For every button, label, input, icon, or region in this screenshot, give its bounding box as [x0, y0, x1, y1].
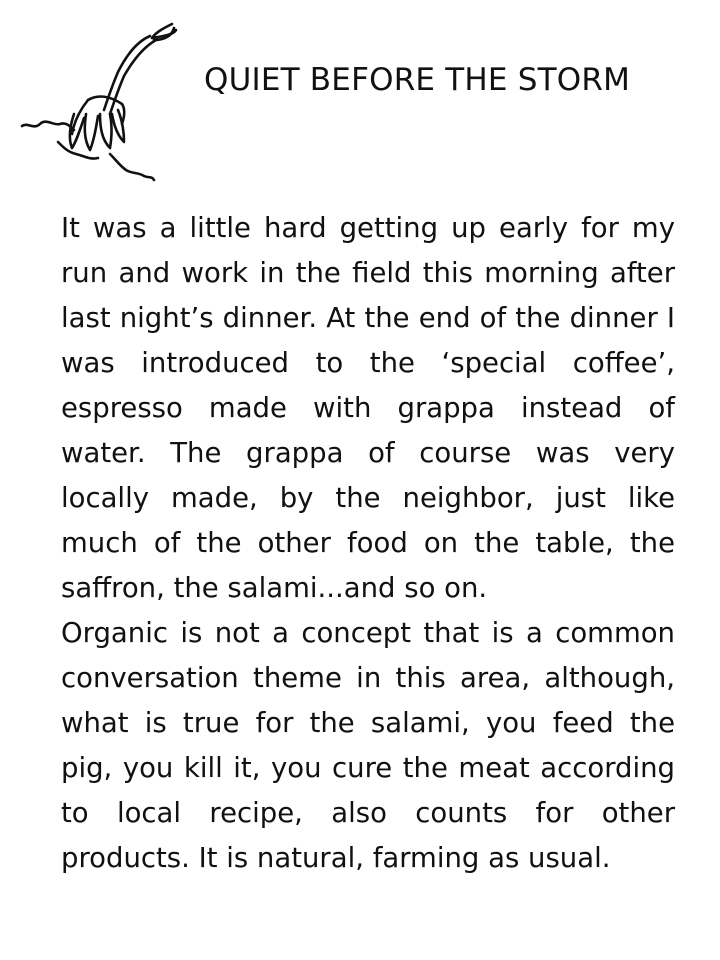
page-title: QUIET BEFORE THE STORM: [204, 62, 631, 98]
pitchfork-icon: [14, 14, 194, 189]
article-body: [61, 206, 675, 881]
paragraph: It was a little hard getting up early for my run and work in the field this morning after last night’s dinner. At the end of the dinner I was introduced to the ‘special coffee’, espresso made with grappa instead of water. The grappa of course was very locally made, by the neighbor, just like much of the other food on the table, the saffron, the salami...and so on.: [61, 212, 675, 604]
paragraph: Organic is not a concept that is a common conversation theme in this area, although, what is true for the salami, you feed the pig, you kill it, you cure the meat according to local recipe, also counts for other products. It is natural, farming as usual.: [61, 617, 675, 874]
